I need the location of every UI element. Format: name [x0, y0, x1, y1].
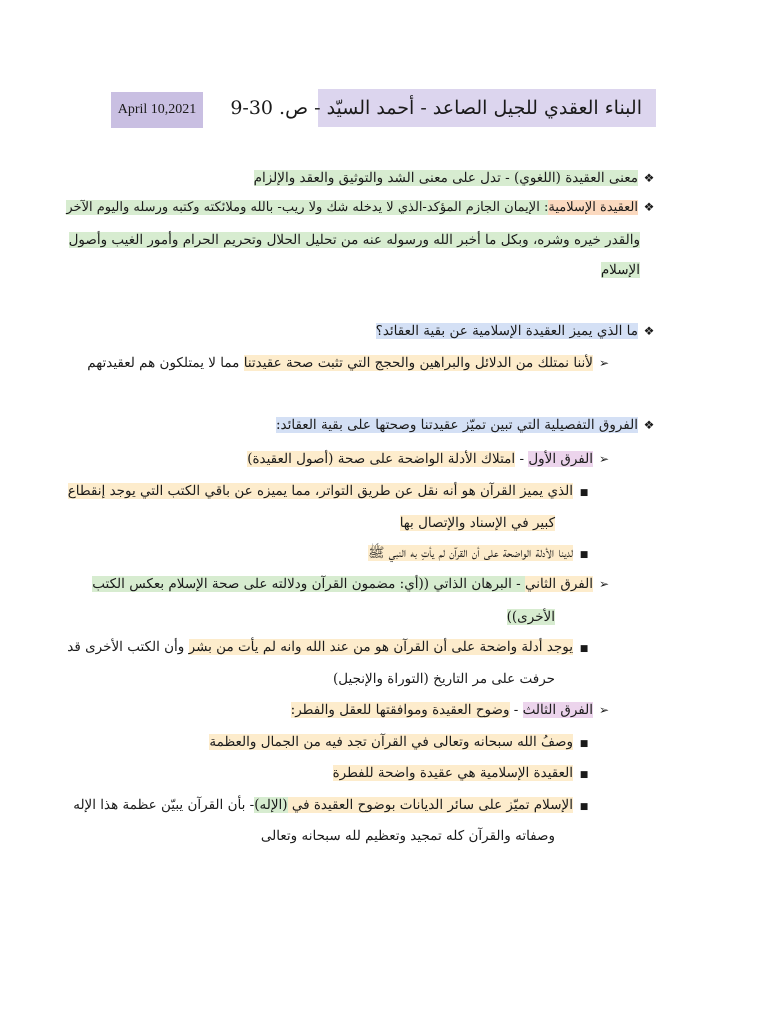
sub-point-beauty: [209, 729, 595, 755]
question-differences: [276, 412, 660, 438]
diamond-bullet-icon: ❖: [643, 324, 655, 338]
bullet-language-meaning: [254, 165, 660, 191]
sub-point-text: لدينا الأدلة الواضحة على أن القرآن لم يأتِ به النبي ﷺ: [368, 545, 573, 561]
sub-point-text: كبير في الإسناد والإتصال بها: [399, 515, 555, 531]
date-label: April 10,2021: [111, 92, 203, 128]
difference-text: وضوح العقيدة وموافقتها للعقل والفطر:: [290, 702, 510, 718]
bullet-islamic-creed: [66, 194, 660, 220]
square-bullet-icon: ■: [579, 739, 589, 749]
sub-point-text: وأن الكتب الأخرى قد: [67, 639, 189, 655]
term-highlight: العقيدة الإسلامية: [548, 200, 638, 215]
answer-highlight: لأننا نمتلك من الدلائل والبراهين والحجج التي تثبت صحة عقيدتنا: [243, 355, 593, 371]
diamond-bullet-icon: ❖: [643, 418, 655, 432]
definition-continuation: [69, 227, 640, 253]
question-text: ما الذي يميز العقيدة الإسلامية عن بقية العقائد؟: [375, 323, 638, 339]
difference-third: [291, 697, 615, 723]
sub-point-continuation: [333, 666, 555, 692]
difference-label: الفرق الأول: [528, 451, 593, 467]
difference-label: الفرق الثاني: [525, 576, 593, 592]
difference-first: [247, 446, 615, 472]
arrow-bullet-icon: ➢: [598, 703, 610, 717]
sub-point-tawatur: [68, 478, 595, 504]
sub-point-text: حرفت على مر التاريخ (التوراة والإنجيل): [333, 671, 555, 687]
question-text: الفروق التفصيلية التي تبين تميّز عقيدتنا وصحتها على بقية العقائد:: [275, 417, 638, 433]
square-bullet-icon: ■: [579, 550, 589, 560]
sub-point-highlight: (الإله): [254, 797, 288, 813]
diamond-bullet-icon: ❖: [643, 200, 655, 214]
difference-continuation: [507, 604, 555, 630]
sub-point-text: يوجد أدلة واضحة على أن القرآن هو من عند الله وانه لم يأت من بشر: [188, 639, 573, 655]
sub-point-text: - بأن القرآن يبيّن عظمة هذا الإله: [73, 797, 255, 813]
sub-point-text: الإسلام تميّز على سائر الديانات بوضوح العقيدة في: [287, 797, 573, 813]
difference-text: البرهان الذاتي ((أي: مضمون القرآن ودلالته على صحة الإسلام بعكس الكتب: [92, 576, 512, 592]
sub-point-fitra: [333, 760, 595, 786]
difference-label: الفرق الثالث: [522, 702, 593, 718]
sub-point-text: وصفاته والقرآن كله تمجيد وتعظيم لله سبحانه وتعالى: [260, 828, 555, 844]
question-distinction: [376, 318, 660, 344]
answer-distinction: [87, 350, 615, 376]
square-bullet-icon: ■: [579, 770, 589, 780]
sub-point-text: الذي يميز القرآن هو أنه نقل عن طريق التواتر، مما يميزه عن باقي الكتب التي يوجد إنقطاع: [67, 483, 573, 499]
difference-text: الأخرى)): [506, 609, 555, 625]
sub-point-clarity: [73, 792, 595, 818]
separator-text: -: [515, 451, 529, 467]
square-bullet-icon: ■: [579, 802, 589, 812]
sub-point-continuation: [261, 823, 555, 849]
definition-text: الإسلام: [600, 262, 640, 278]
document-title: البناء العقدي للجيل الصاعد - أحمد السيّد - ص. 30-9: [318, 89, 656, 127]
square-bullet-icon: ■: [579, 488, 589, 498]
square-bullet-icon: ■: [579, 644, 589, 654]
answer-text: مما لا يمتلكون هم لعقيدتهم: [87, 355, 244, 371]
definition-text: : الإيمان الجازم المؤكد-الذي لا يدخله شك ولا ريب- بالله وملائكته وكتبه ورسله واليوم الآخر: [66, 200, 549, 215]
definition-continuation: [601, 257, 640, 283]
sub-point-text: العقيدة الإسلامية هي عقيدة واضحة للفطرة: [332, 765, 573, 781]
definition-text: والقدر خيره وشره، وبكل ما أخبر الله ورسوله عنه من تحليل الحلال وتحريم الحرام وأمور الغيب وأصول: [68, 232, 640, 248]
arrow-bullet-icon: ➢: [598, 577, 610, 591]
arrow-bullet-icon: ➢: [598, 356, 610, 370]
arrow-bullet-icon: ➢: [598, 452, 610, 466]
sub-point-continuation: [400, 510, 555, 536]
term-highlight: معنى العقيدة (اللغوي): [513, 170, 638, 186]
diamond-bullet-icon: ❖: [643, 171, 655, 185]
sub-point-divine-origin: [67, 634, 595, 660]
difference-text: امتلاك الأدلة الواضحة على صحة (أصول العقيدة): [247, 451, 516, 467]
sub-point-not-prophet: [368, 540, 595, 566]
separator-text: -: [511, 576, 526, 592]
difference-second: [92, 571, 615, 597]
definition-text: - تدل على معنى الشد والتوثيق والعقد والإلزام: [253, 170, 514, 186]
separator-text: -: [509, 702, 523, 718]
sub-point-text: وصفُ الله سبحانه وتعالى في القرآن تجد فيه من الجمال والعظمة: [209, 734, 573, 750]
